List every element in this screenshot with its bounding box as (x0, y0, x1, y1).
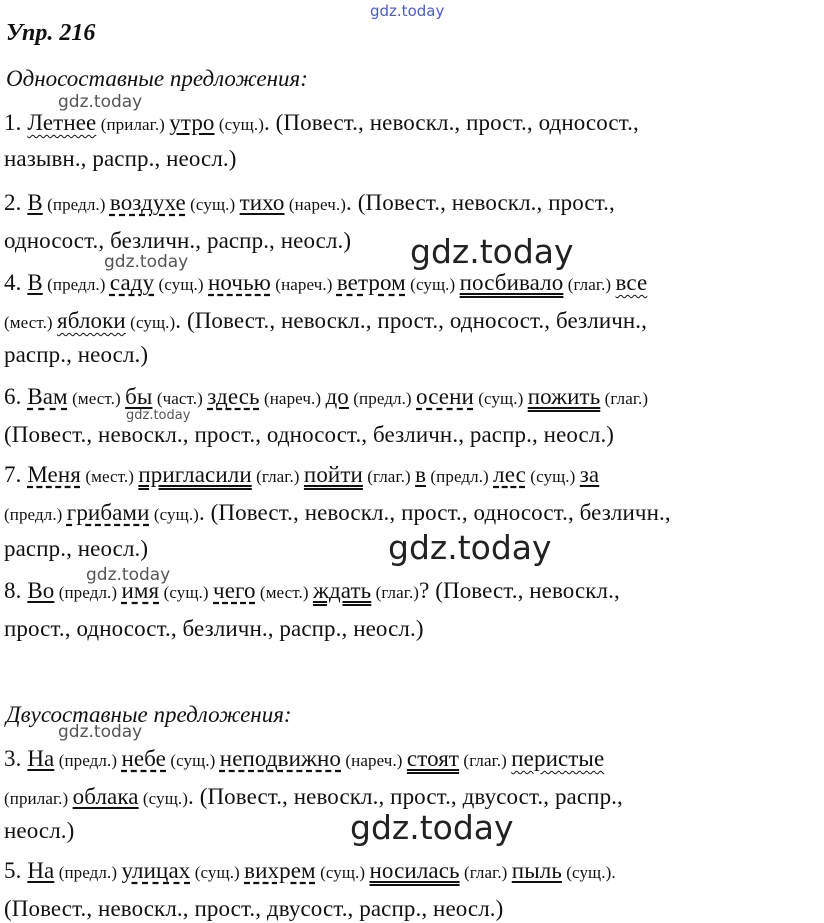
underlined-word: небе (121, 746, 166, 771)
watermark: gdz.today (350, 808, 514, 847)
text-line (4, 818, 74, 844)
underlined-word: тихо (239, 190, 285, 215)
underlined-word: Летнее (27, 110, 97, 135)
underlined-word: ждать (312, 578, 372, 603)
watermark: gdz.today (86, 565, 171, 585)
watermark: gdz.today (126, 408, 191, 423)
text-segment: . (Повест., невоскл., прост., односост., безличн., (175, 308, 648, 333)
watermark: gdz.today (370, 2, 445, 20)
underlined-word: утро (169, 110, 215, 135)
text-line (4, 616, 424, 642)
part-of-speech-label: (глаг.) (251, 467, 304, 486)
text-line (4, 536, 148, 562)
text-segment: прост., односост., безличн., распр., неосл.) (4, 616, 424, 641)
underlined-word: В (27, 270, 43, 295)
underlined-word: пойти (303, 462, 363, 487)
underlined-word: перистые (511, 746, 605, 771)
part-of-speech-label: (предл.) (4, 505, 67, 524)
part-of-speech-label: (мест.) (80, 467, 139, 486)
part-of-speech-label: (предл.) (54, 863, 122, 882)
text-segment: распр., неосл.) (4, 342, 149, 367)
part-of-speech-label: (сущ.) (405, 275, 460, 294)
text-line (4, 384, 648, 410)
underlined-word: стоят (406, 746, 460, 771)
underlined-word: В (27, 190, 43, 215)
part-of-speech-label: (предл.) (348, 389, 417, 408)
text-line (4, 746, 604, 772)
text-line (4, 146, 237, 172)
part-of-speech-label: (предл.) (42, 275, 110, 294)
underlined-word: все (615, 270, 648, 295)
text-segment: 5. (4, 858, 28, 883)
text-segment: 4. (4, 270, 28, 295)
underlined-word: улицах (121, 858, 191, 883)
text-segment: односост., безличн., распр., неосл.) (4, 228, 352, 253)
underlined-word: саду (109, 270, 155, 295)
underlined-word: здесь (207, 384, 260, 409)
text-segment: . (Повест., невоскл., прост., односост., безличн., (198, 500, 671, 525)
part-of-speech-label: (нареч.) (341, 751, 407, 770)
underlined-word: облака (72, 784, 139, 809)
underlined-word: чего (213, 578, 256, 603)
part-of-speech-label: (сущ.) (525, 467, 580, 486)
text-line (4, 784, 623, 810)
text-segment: . (Повест., невоскл., прост., двусост., распр., (188, 784, 623, 809)
part-of-speech-label: (сущ.) (190, 863, 245, 882)
text-line (4, 270, 647, 296)
underlined-word: яблоки (57, 308, 126, 333)
part-of-speech-label: (нареч.) (270, 275, 337, 294)
part-of-speech-label: (прилаг.) (96, 115, 170, 134)
text-segment: (Повест., невоскл., прост., двусост., распр., неосл.) (4, 896, 504, 921)
part-of-speech-label: (сущ.) (159, 583, 214, 602)
part-of-speech-label: (глаг.) (371, 583, 420, 602)
part-of-speech-label: (мест.) (4, 313, 58, 332)
text-line (4, 500, 671, 526)
part-of-speech-label: (сущ.) (166, 751, 220, 770)
part-of-speech-label: (глаг.) (563, 275, 616, 294)
underlined-word: бы (125, 384, 153, 409)
text-segment: 2. (4, 190, 28, 215)
underlined-word: пожить (527, 384, 601, 409)
text-segment: . (Повест., невоскл., прост., (346, 190, 615, 215)
underlined-word: Во (27, 578, 55, 603)
text-line (4, 342, 148, 368)
text-segment: назывн., распр., неосл.) (4, 146, 237, 171)
underlined-word: пригласили (138, 462, 252, 487)
underlined-word: за (579, 462, 600, 487)
part-of-speech-label: (нареч.) (259, 389, 326, 408)
underlined-word: ветром (336, 270, 406, 295)
underlined-word: осени (416, 384, 474, 409)
text-line (4, 858, 616, 884)
text-segment: 6. (4, 384, 28, 409)
text-segment: ? (Повест., невоскл., (419, 578, 620, 603)
underlined-word: имя (121, 578, 160, 603)
text-segment: 3. (4, 746, 28, 771)
text-segment: 8. (4, 578, 28, 603)
part-of-speech-label: (глаг.) (600, 389, 649, 408)
text-segment: (Повест., невоскл., прост., односост., безличн., распр., неосл.) (4, 422, 615, 447)
part-of-speech-label: (сущ.) (149, 505, 199, 524)
underlined-word: вихрем (244, 858, 316, 883)
watermark: gdz.today (58, 722, 143, 742)
part-of-speech-label: (предл.) (42, 195, 110, 214)
text-line (4, 228, 351, 254)
part-of-speech-label: (сущ.) (473, 389, 528, 408)
part-of-speech-label: (сущ.) (214, 115, 264, 134)
underlined-word: Вам (27, 384, 68, 409)
text-segment: неосл.) (4, 818, 75, 843)
heading-one-member: Односоставные предложения: (6, 66, 308, 91)
text-line (4, 190, 615, 216)
part-of-speech-label: (сущ.) (125, 313, 176, 332)
watermark: gdz.today (104, 252, 189, 272)
part-of-speech-label: (част.) (152, 389, 208, 408)
part-of-speech-label: (сущ.) (185, 195, 240, 214)
underlined-word: неподвижно (219, 746, 342, 771)
text-line (4, 896, 503, 922)
watermark: gdz.today (58, 92, 143, 112)
underlined-word: грибами (66, 500, 150, 525)
part-of-speech-label: (предл.) (54, 583, 122, 602)
underlined-word: пыль (511, 858, 562, 883)
underlined-word: носилась (369, 858, 460, 883)
part-of-speech-label: (сущ.) (154, 275, 208, 294)
text-segment: 7. (4, 462, 28, 487)
underlined-word: до (325, 384, 349, 409)
underlined-word: в (415, 462, 427, 487)
part-of-speech-label: (прилаг.) (4, 789, 73, 808)
part-of-speech-label: (нареч.) (284, 195, 347, 214)
underlined-word: На (27, 858, 55, 883)
text-line (4, 462, 599, 488)
part-of-speech-label: (сущ.) (315, 863, 370, 882)
watermark: gdz.today (388, 528, 552, 567)
part-of-speech-label: (сущ.) (138, 789, 188, 808)
underlined-word: посбивало (459, 270, 564, 295)
underlined-word: Меня (27, 462, 81, 487)
text-segment: . (Повест., невоскл., прост., односост., (263, 110, 639, 135)
text-segment: 1. (4, 110, 28, 135)
part-of-speech-label: (глаг.) (459, 751, 512, 770)
underlined-word: ночью (208, 270, 271, 295)
part-of-speech-label: (глаг.) (459, 863, 512, 882)
text-segment: распр., неосл.) (4, 536, 149, 561)
heading-two-member: Двусоставные предложения: (6, 702, 292, 727)
part-of-speech-label: (сущ.). (561, 863, 616, 882)
part-of-speech-label: (мест.) (67, 389, 126, 408)
underlined-word: лес (493, 462, 526, 487)
part-of-speech-label: (мест.) (255, 583, 313, 602)
exercise-title: Упр. 216 (6, 20, 96, 46)
underlined-word: На (27, 746, 55, 771)
part-of-speech-label: (предл.) (426, 467, 494, 486)
text-line (4, 110, 639, 136)
watermark: gdz.today (410, 232, 574, 271)
part-of-speech-label: (предл.) (54, 751, 122, 770)
underlined-word: воздухе (109, 190, 186, 215)
part-of-speech-label: (глаг.) (362, 467, 416, 486)
text-line (4, 308, 647, 334)
text-line (4, 422, 614, 448)
